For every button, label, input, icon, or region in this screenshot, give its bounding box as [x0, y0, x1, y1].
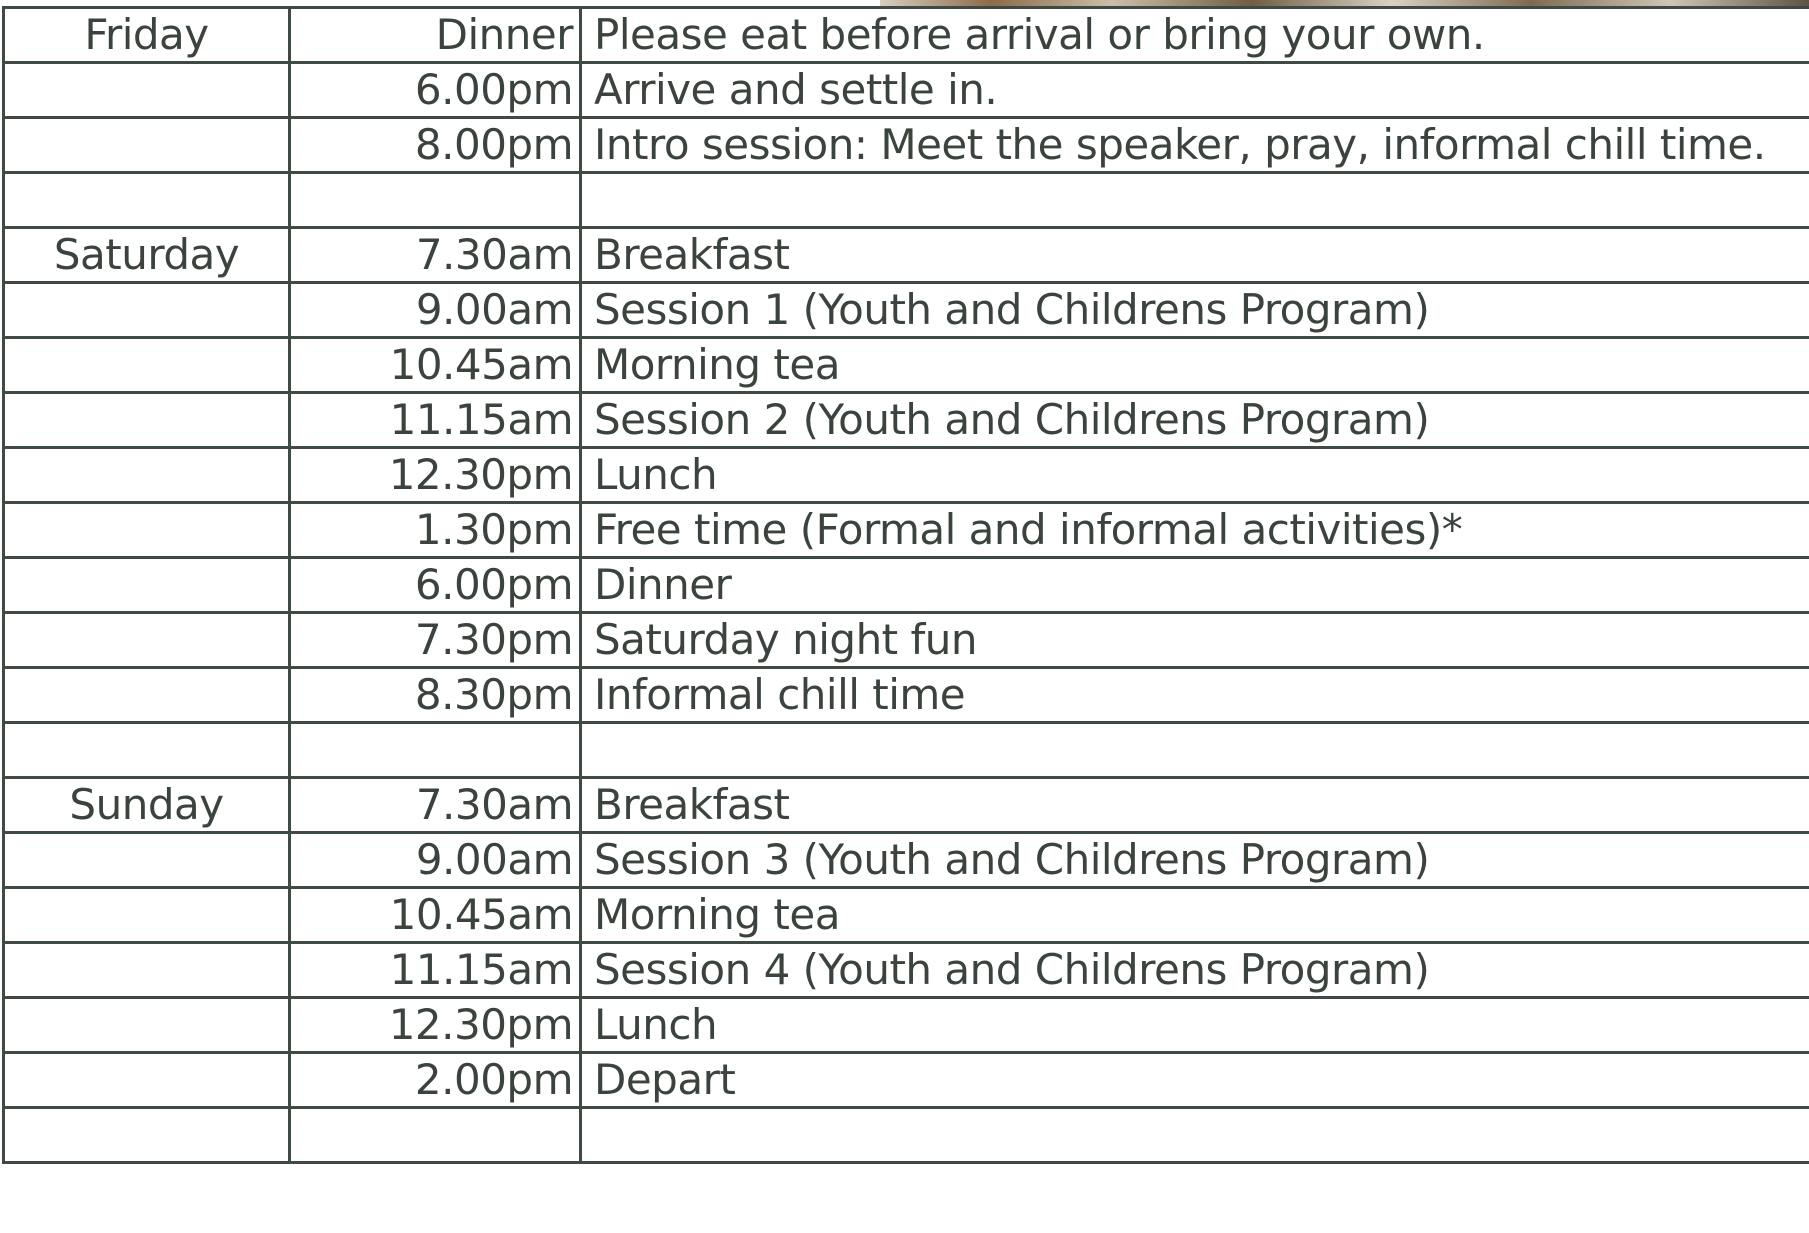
time-cell: 8.30pm — [290, 668, 581, 723]
schedule-table — [2, 6, 1809, 1164]
day-cell: Friday — [4, 8, 290, 63]
schedule-row — [4, 338, 1809, 393]
day-cell — [4, 558, 290, 613]
schedule-row — [4, 173, 1809, 228]
day-cell — [4, 393, 290, 448]
day-cell — [4, 1108, 290, 1163]
activity-cell — [581, 1108, 1809, 1163]
time-cell: 7.30pm — [290, 613, 581, 668]
time-cell — [290, 1108, 581, 1163]
day-cell — [4, 448, 290, 503]
schedule-row — [4, 668, 1809, 723]
schedule-row — [4, 723, 1809, 778]
day-cell — [4, 943, 290, 998]
schedule-row — [4, 778, 1809, 833]
schedule-row — [4, 503, 1809, 558]
time-cell — [290, 173, 581, 228]
schedule-row — [4, 558, 1809, 613]
activity-cell: Breakfast — [581, 228, 1809, 283]
time-cell: 6.00pm — [290, 63, 581, 118]
day-cell — [4, 833, 290, 888]
activity-cell: Please eat before arrival or bring your own. — [581, 8, 1809, 63]
activity-cell: Session 3 (Youth and Childrens Program) — [581, 833, 1809, 888]
time-cell: 7.30am — [290, 228, 581, 283]
day-cell — [4, 503, 290, 558]
time-cell: 11.15am — [290, 393, 581, 448]
time-cell: 9.00am — [290, 833, 581, 888]
day-cell — [4, 613, 290, 668]
activity-cell: Free time (Formal and informal activities)* — [581, 503, 1809, 558]
time-cell — [290, 723, 581, 778]
activity-cell: Dinner — [581, 558, 1809, 613]
activity-cell: Lunch — [581, 998, 1809, 1053]
schedule-body — [4, 8, 1809, 1163]
time-cell: 1.30pm — [290, 503, 581, 558]
time-cell: 12.30pm — [290, 448, 581, 503]
schedule-row — [4, 888, 1809, 943]
time-cell: Dinner — [290, 8, 581, 63]
schedule-row — [4, 998, 1809, 1053]
schedule-row — [4, 63, 1809, 118]
day-cell: Sunday — [4, 778, 290, 833]
schedule-row — [4, 1053, 1809, 1108]
time-cell: 10.45am — [290, 338, 581, 393]
time-cell: 2.00pm — [290, 1053, 581, 1108]
schedule-row — [4, 943, 1809, 998]
schedule-row — [4, 393, 1809, 448]
activity-cell: Session 1 (Youth and Childrens Program) — [581, 283, 1809, 338]
schedule-row — [4, 228, 1809, 283]
activity-cell: Depart — [581, 1053, 1809, 1108]
activity-cell: Saturday night fun — [581, 613, 1809, 668]
day-cell — [4, 173, 290, 228]
time-cell: 9.00am — [290, 283, 581, 338]
schedule-row — [4, 283, 1809, 338]
activity-cell — [581, 173, 1809, 228]
day-cell — [4, 1053, 290, 1108]
day-cell: Saturday — [4, 228, 290, 283]
time-cell: 12.30pm — [290, 998, 581, 1053]
time-cell: 7.30am — [290, 778, 581, 833]
schedule-row — [4, 833, 1809, 888]
day-cell — [4, 723, 290, 778]
time-cell: 6.00pm — [290, 558, 581, 613]
time-cell: 8.00pm — [290, 118, 581, 173]
activity-cell: Intro session: Meet the speaker, pray, informal chill time. — [581, 118, 1809, 173]
schedule-row — [4, 613, 1809, 668]
activity-cell: Session 4 (Youth and Childrens Program) — [581, 943, 1809, 998]
activity-cell: Morning tea — [581, 338, 1809, 393]
day-cell — [4, 998, 290, 1053]
day-cell — [4, 668, 290, 723]
activity-cell: Arrive and settle in. — [581, 63, 1809, 118]
schedule-row — [4, 8, 1809, 63]
day-cell — [4, 118, 290, 173]
schedule-row — [4, 118, 1809, 173]
time-cell: 10.45am — [290, 888, 581, 943]
activity-cell: Informal chill time — [581, 668, 1809, 723]
activity-cell: Breakfast — [581, 778, 1809, 833]
time-cell: 11.15am — [290, 943, 581, 998]
activity-cell: Lunch — [581, 448, 1809, 503]
schedule-row — [4, 1108, 1809, 1163]
day-cell — [4, 283, 290, 338]
schedule-row — [4, 448, 1809, 503]
day-cell — [4, 63, 290, 118]
activity-cell — [581, 723, 1809, 778]
activity-cell: Morning tea — [581, 888, 1809, 943]
day-cell — [4, 338, 290, 393]
day-cell — [4, 888, 290, 943]
activity-cell: Session 2 (Youth and Childrens Program) — [581, 393, 1809, 448]
